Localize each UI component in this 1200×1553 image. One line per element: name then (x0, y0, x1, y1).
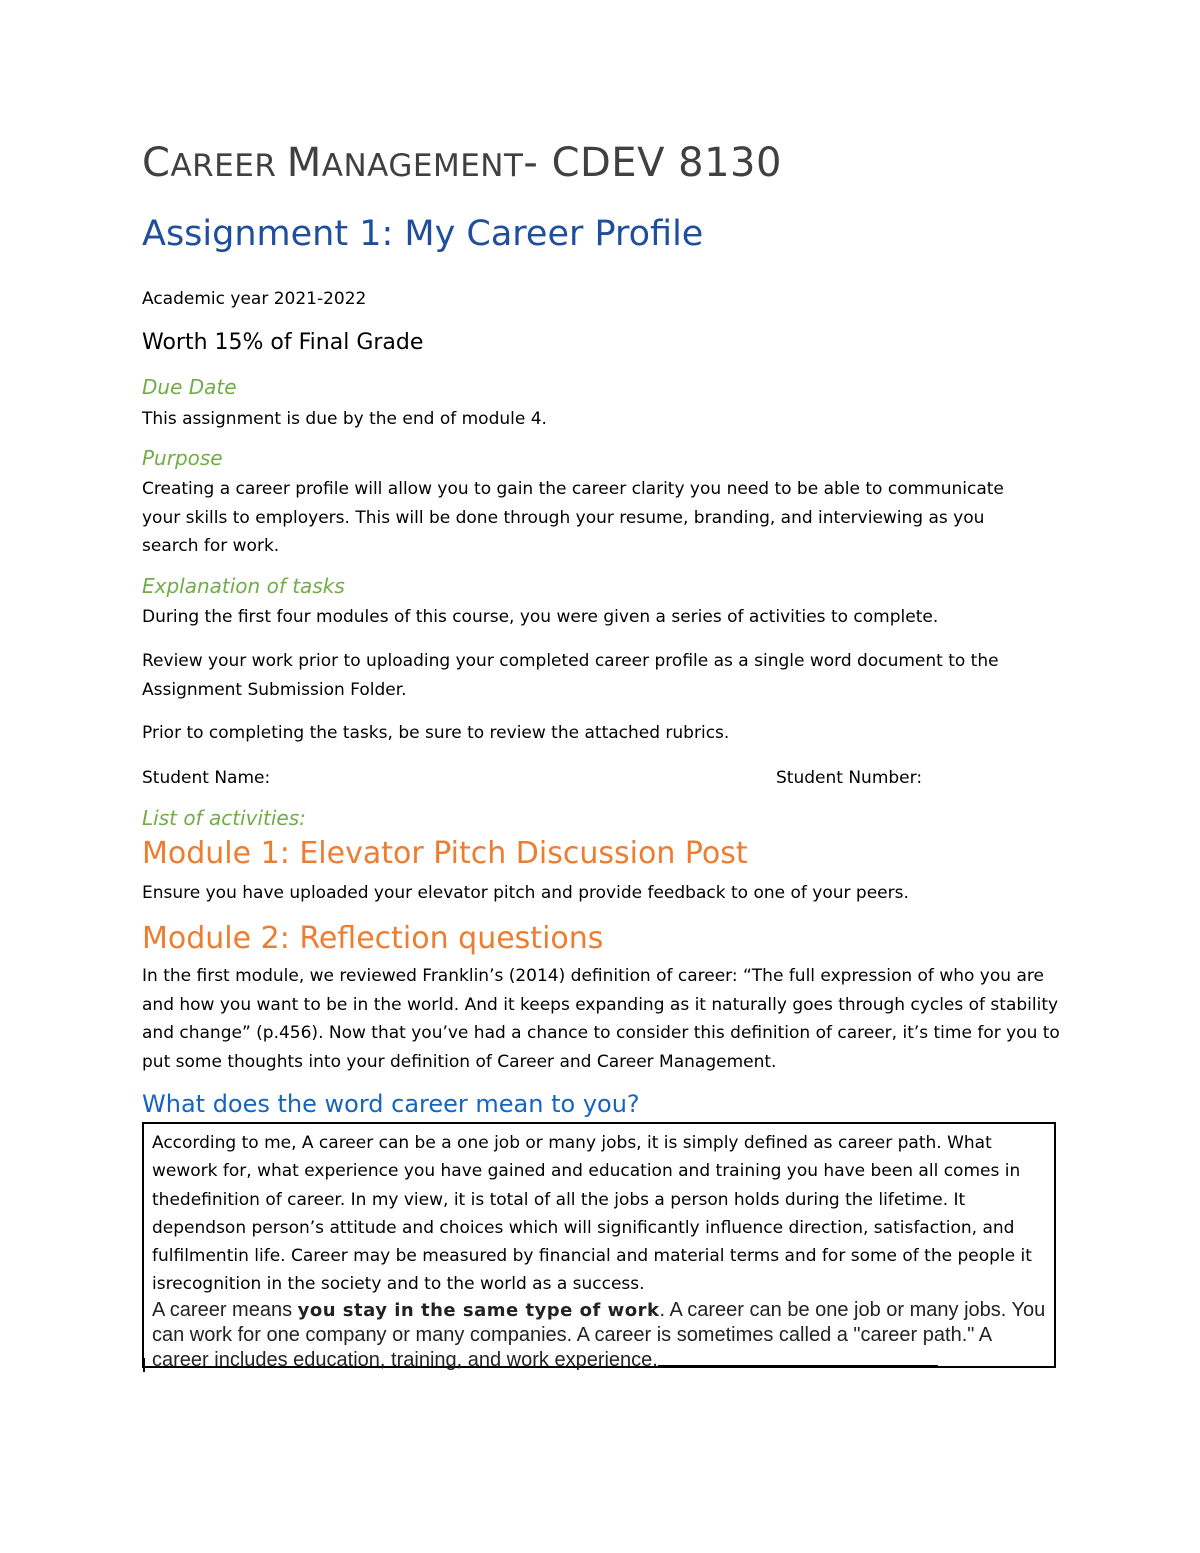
course-title-smallcaps-areer: AREER (170, 148, 287, 184)
answer-p2-bold: you stay in the same type of work (297, 1300, 660, 1321)
course-code: - CDEV 8130 (523, 140, 782, 186)
course-title (142, 140, 782, 186)
course-title-initial-c: C (142, 140, 171, 186)
academic-year: Academic year 2021-2022 (142, 289, 367, 309)
explanation-paragraph-1: During the first four modules of this course, you were given a series of activities to complete. (142, 607, 939, 627)
due-date-heading: Due Date (142, 375, 237, 399)
student-info-row (142, 764, 1060, 793)
explanation-paragraph-2: Review your work prior to uploading your completed career profile as a single word document to the Assignment Submission Folder. (142, 651, 999, 700)
answer-p2-end: . A career can be one job or many jobs. You can work for one company or many companies. A career is sometimes called a "career path." A career includes education, training, and work experience. (152, 1299, 1046, 1371)
purpose-heading: Purpose (142, 446, 223, 470)
due-date-text: This assignment is due by the end of module 4. (142, 409, 547, 429)
course-title-initial-m: M (286, 140, 322, 186)
question-heading: What does the word career mean to you? (142, 1090, 640, 1118)
student-number-label: Student Number: (776, 768, 923, 788)
answer-paragraph-1: According to me, A career can be a one job or many jobs, it is simply defined as career path. What wework for, what experience you have gained and education and training you have been all comes in thedefinition of career. In my view, it is total of all the jobs a person holds during the lifetime. It dependson person’s attitude and choices which will significantly influence direction, satisfaction, and fulfilmentin life. Career may be measured by financial and material terms and for some of the people it isrecognition in the society and to the world as a success. (152, 1133, 1032, 1295)
answer-paragraph-2 (152, 1298, 1048, 1373)
box-left-tick (143, 1358, 145, 1372)
module-1-text: Ensure you have uploaded your elevator pitch and provide feedback to one of your peers. (142, 883, 909, 903)
explanation-paragraph-3: Prior to completing the tasks, be sure to review the attached rubrics. (142, 723, 730, 743)
course-title-smallcaps-anagement: ANAGEMENT (321, 148, 524, 184)
answer-text-box[interactable] (142, 1122, 1056, 1371)
student-name-label: Student Name: (142, 768, 271, 788)
assignment-title: Assignment 1: My Career Profile (142, 214, 704, 254)
worth-heading: Worth 15% of Final Grade (142, 330, 424, 355)
explanation-heading: Explanation of tasks (142, 574, 345, 598)
answer-underline (658, 1365, 938, 1366)
purpose-text: Creating a career profile will allow you to gain the career clarity you need to be able to communicate your skills to employers. This will be done through your resume, branding, and interviewing as you search for work. (142, 479, 1004, 556)
answer-p2-start: A career means (152, 1299, 298, 1321)
module-2-title: Module 2: Reflection questions (142, 921, 604, 956)
module-2-text: In the first module, we reviewed Franklin’s (2014) definition of career: “The full expression of who you are and how you want to be in the world. And it keeps expanding as it naturally goes through cycles of stability and change” (p.456). Now that you’ve had a chance to consider this definition of career, it’s time for you to put some thoughts into your definition of Career and Career Management. (142, 966, 1060, 1072)
module-1-title: Module 1: Elevator Pitch Discussion Post (142, 836, 748, 871)
activities-heading: List of activities: (142, 806, 306, 830)
